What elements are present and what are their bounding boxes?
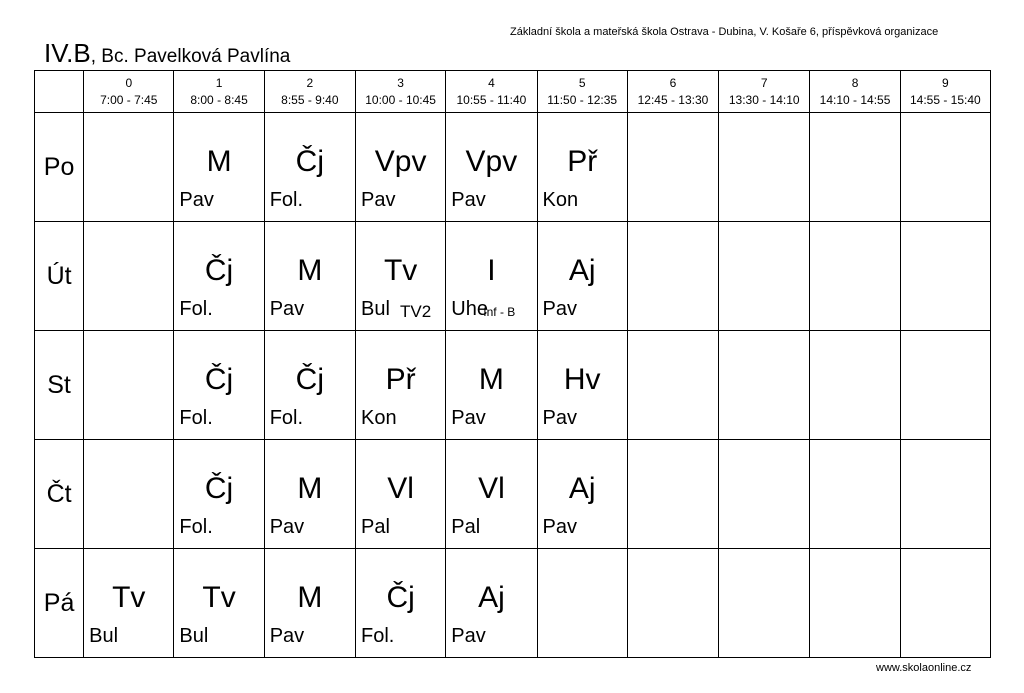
teacher-abbr: Kon xyxy=(360,407,397,429)
subject-abbr: Aj xyxy=(478,581,505,614)
empty-cell xyxy=(84,331,174,440)
lesson-cell xyxy=(537,331,627,440)
day-label: Po xyxy=(35,113,84,222)
subject-abbr: Čj xyxy=(295,363,325,396)
period-number: 2 xyxy=(306,75,314,90)
subject-abbr: Vpv xyxy=(374,145,427,178)
teacher-abbr: Pav xyxy=(542,407,578,429)
subject-abbr: Vl xyxy=(387,472,414,505)
teacher-abbr: Pav xyxy=(451,189,486,211)
empty-cell xyxy=(900,113,990,222)
subject-abbr: I xyxy=(487,254,496,287)
period-time: 14:10 - 14:55 xyxy=(819,92,891,107)
subject-abbr: M xyxy=(297,472,323,505)
subject-abbr: Tv xyxy=(202,581,236,614)
lesson-cell xyxy=(537,113,627,222)
day-label: Út xyxy=(35,222,84,331)
day-row xyxy=(35,331,991,440)
subject-abbr: Čj xyxy=(295,145,325,178)
empty-cell xyxy=(719,331,810,440)
period-header xyxy=(264,71,355,113)
timetable-title xyxy=(44,38,290,69)
teacher-abbr: Fol. xyxy=(360,625,395,647)
period-number: 1 xyxy=(215,75,223,90)
class-name: IV.B xyxy=(44,38,91,68)
teacher-abbr: Pav xyxy=(542,298,578,320)
empty-cell xyxy=(537,549,627,658)
timetable xyxy=(34,70,991,658)
empty-cell xyxy=(84,440,174,549)
subject-abbr: Vl xyxy=(478,472,505,505)
period-header xyxy=(174,71,264,113)
empty-cell xyxy=(627,549,718,658)
teacher-abbr: Bul xyxy=(179,625,209,647)
empty-cell xyxy=(719,440,810,549)
period-header xyxy=(355,71,445,113)
teacher-abbr: Fol. xyxy=(269,189,304,211)
subject-abbr: Vpv xyxy=(465,145,518,178)
period-number: 5 xyxy=(578,75,586,90)
period-number: 9 xyxy=(941,75,949,90)
empty-cell xyxy=(627,440,718,549)
empty-cell xyxy=(719,113,810,222)
empty-cell xyxy=(84,113,174,222)
period-number: 6 xyxy=(669,75,677,90)
subject-abbr: Hv xyxy=(563,363,601,396)
subject-abbr: Čj xyxy=(204,254,234,287)
lesson-cell xyxy=(84,549,174,658)
subject-abbr: Aj xyxy=(568,254,596,287)
empty-cell xyxy=(627,222,718,331)
room-label: TV2 xyxy=(399,302,432,321)
empty-cell xyxy=(719,549,810,658)
period-number: 0 xyxy=(125,75,133,90)
period-header xyxy=(810,71,900,113)
period-number: 8 xyxy=(851,75,859,90)
lesson-cell xyxy=(537,222,627,331)
period-time: 12:45 - 13:30 xyxy=(637,92,709,107)
lesson-cell xyxy=(174,222,264,331)
lesson-cell xyxy=(446,549,537,658)
period-time: 13:30 - 14:10 xyxy=(728,92,800,107)
period-number: 4 xyxy=(488,75,495,90)
lesson-cell xyxy=(174,331,264,440)
lesson-cell xyxy=(174,113,264,222)
empty-cell xyxy=(900,331,990,440)
period-time: 11:50 - 12:35 xyxy=(547,92,618,107)
period-time: 14:55 - 15:40 xyxy=(909,92,981,107)
period-time: 10:00 - 10:45 xyxy=(365,92,436,107)
day-label: Čt xyxy=(35,440,84,549)
empty-cell xyxy=(810,113,900,222)
teacher-abbr: Pav xyxy=(451,407,486,429)
period-header xyxy=(900,71,990,113)
empty-cell xyxy=(900,222,990,331)
period-header xyxy=(537,71,627,113)
day-label: Pá xyxy=(35,549,84,658)
lesson-cell xyxy=(264,222,355,331)
teacher-abbr: Fol. xyxy=(179,516,213,538)
teacher-abbr: Pav xyxy=(451,625,486,647)
empty-cell xyxy=(810,222,900,331)
lesson-cell xyxy=(264,331,355,440)
subject-abbr: Aj xyxy=(568,472,596,505)
day-row xyxy=(35,440,991,549)
school-name: Základní škola a mateřská škola Ostrava - Dubina, V. Košaře 6, příspěvková organizace xyxy=(510,26,939,38)
empty-cell xyxy=(810,549,900,658)
teacher-abbr: Pav xyxy=(542,516,578,538)
subject-abbr: M xyxy=(297,581,323,614)
period-header xyxy=(84,71,174,113)
day-row xyxy=(35,549,991,658)
subject-abbr: Čj xyxy=(204,472,234,505)
period-header xyxy=(719,71,810,113)
period-header xyxy=(446,71,537,113)
empty-cell xyxy=(84,222,174,331)
empty-cell xyxy=(900,549,990,658)
teacher-abbr: Fol. xyxy=(269,407,304,429)
lesson-cell xyxy=(264,113,355,222)
subject-abbr: Čj xyxy=(204,363,234,396)
teacher-abbr: Fol. xyxy=(179,407,213,429)
lesson-cell xyxy=(355,440,445,549)
teacher-abbr: Fol. xyxy=(179,298,213,320)
teacher-abbr: Pal xyxy=(360,516,390,538)
teacher-abbr: Kon xyxy=(542,189,579,211)
lesson-cell xyxy=(264,440,355,549)
lesson-cell xyxy=(355,113,445,222)
teacher-abbr: Pav xyxy=(269,298,305,320)
teacher-abbr: Pav xyxy=(269,625,305,647)
period-number: 3 xyxy=(397,75,404,90)
subject-abbr: M xyxy=(206,145,232,178)
lesson-cell xyxy=(537,440,627,549)
lesson-cell xyxy=(446,331,537,440)
class-teacher: , Bc. Pavelková Pavlína xyxy=(90,46,291,67)
day-row xyxy=(35,222,991,331)
header-row xyxy=(35,71,991,113)
day-row xyxy=(35,113,991,222)
empty-cell xyxy=(627,113,718,222)
day-label: St xyxy=(35,331,84,440)
empty-cell xyxy=(719,222,810,331)
subject-abbr: M xyxy=(297,254,323,287)
lesson-cell xyxy=(174,440,264,549)
subject-abbr: Čj xyxy=(386,581,415,614)
period-time: 10:55 - 11:40 xyxy=(456,92,527,107)
period-header xyxy=(627,71,718,113)
teacher-abbr: Pav xyxy=(179,189,214,211)
empty-cell xyxy=(627,331,718,440)
lesson-cell xyxy=(446,113,537,222)
teacher-abbr: Pav xyxy=(269,516,305,538)
corner-cell xyxy=(35,71,84,113)
group-label: Inf - B xyxy=(483,305,516,319)
period-number: 7 xyxy=(760,75,768,90)
empty-cell xyxy=(810,440,900,549)
subject-abbr: Př xyxy=(385,363,416,396)
subject-abbr: M xyxy=(478,363,504,396)
lesson-cell xyxy=(355,549,445,658)
lesson-cell xyxy=(446,222,537,331)
period-time: 8:55 - 9:40 xyxy=(281,92,339,107)
lesson-cell xyxy=(174,549,264,658)
empty-cell xyxy=(900,440,990,549)
lesson-cell xyxy=(446,440,537,549)
subject-abbr: Př xyxy=(567,145,598,178)
lesson-cell xyxy=(355,222,445,331)
subject-abbr: Tv xyxy=(112,581,146,614)
period-time: 8:00 - 8:45 xyxy=(190,92,248,107)
footer-link[interactable]: www.skolaonline.cz xyxy=(876,662,972,674)
teacher-abbr: Pal xyxy=(451,516,481,538)
subject-abbr: Tv xyxy=(383,254,418,287)
teacher-abbr: Uhe xyxy=(451,298,488,320)
lesson-cell xyxy=(264,549,355,658)
empty-cell xyxy=(810,331,900,440)
teacher-abbr: Pav xyxy=(360,189,396,211)
lesson-cell xyxy=(355,331,445,440)
teacher-abbr: Bul xyxy=(360,298,390,320)
period-time: 7:00 - 7:45 xyxy=(100,92,158,107)
teacher-abbr: Bul xyxy=(89,625,119,647)
